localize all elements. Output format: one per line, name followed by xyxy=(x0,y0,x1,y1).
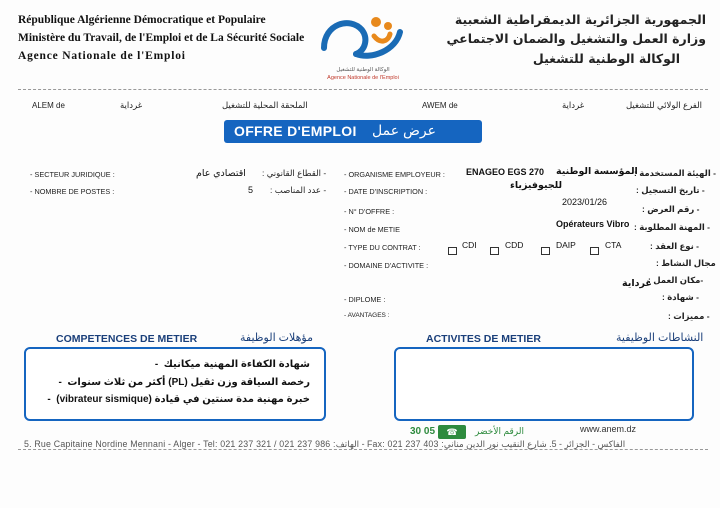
metier-value: Opérateurs Vibro xyxy=(556,219,630,229)
logo-caption-ar: الوكالة الوطنية للتشغيل xyxy=(336,67,390,73)
website-link[interactable]: www.anem.dz xyxy=(580,424,637,434)
domaine-label: - DOMAINE D'ACTIVITE : xyxy=(344,261,429,270)
contrat-cdd-label: CDD xyxy=(505,240,524,250)
competence-item: خبرة مهنية مدة سنتين في قيادة (vibrateur sismique) - xyxy=(47,394,310,405)
activites-title-ar: النشاطات الوظيفية xyxy=(616,332,704,344)
date-label: - DATE D'INSCRIPTION : xyxy=(344,187,428,196)
header-divider xyxy=(18,89,708,90)
header-ar-ministry: وزارة العمل والتشغيل والضمان الاجتماعي xyxy=(446,31,706,46)
header-ar-republic: الجمهورية الجزائرية الديمقراطية الشعبية xyxy=(454,12,706,27)
green-number: 30 05 xyxy=(410,426,436,437)
contrat-cdi-label: CDI xyxy=(462,240,477,250)
awem-label: AWEM de xyxy=(422,101,458,110)
competences-title-ar: مؤهلات الوظيفة xyxy=(240,332,313,344)
awem-city: غرداية xyxy=(562,100,585,110)
green-number-label: الرقم الأخضر xyxy=(475,426,524,436)
offre-ar-label: - رقم العرض : xyxy=(642,204,700,214)
date-value: 2023/01/26 xyxy=(562,197,608,207)
postes-ar-label: - عدد المناصب : xyxy=(270,185,327,195)
metier-ar-label: - المهنة المطلوبة : xyxy=(634,222,711,232)
contrat-label: - TYPE DU CONTRAT : xyxy=(344,243,421,252)
footer-address: 5. Rue Capitaine Nordine Mennani - Alger - Tel: 021 237 321 / 021 237 986 :الهاتف - Fax: 021 237 403 :الفاكس - الجزائر - 5. شارع النقيب نور الدين مناني xyxy=(24,439,626,449)
lieu-value: غرداية xyxy=(622,278,652,289)
logo-caption-fr: Agence Nationale de l'Emploi xyxy=(327,75,399,81)
alem-ar-label: الملحقة المحلية للتشغيل xyxy=(222,100,308,110)
secteur-label: - SECTEUR JURIDIQUE : xyxy=(30,170,115,179)
date-ar-label: - تاريخ التسجيل : xyxy=(636,185,705,195)
awem-ar-label: الفرع الولائي للتشغيل xyxy=(626,100,703,110)
alem-label: ALEM de xyxy=(32,101,65,110)
diplome-ar-label: - شهادة : xyxy=(662,292,699,302)
org-value: ENAGEO EGS 270 xyxy=(466,167,545,177)
contrat-cta-checkbox[interactable] xyxy=(590,242,599,260)
secteur-ar-label: - القطاع القانوني : xyxy=(262,168,327,178)
secteur-value: اقتصادي عام xyxy=(196,168,246,179)
contrat-cta-label: CTA xyxy=(605,240,622,250)
offre-label: - N° D'OFFRE : xyxy=(344,207,395,216)
activites-title-fr: ACTIVITES DE METIER xyxy=(426,333,541,345)
avantages-label: - AVANTAGES : xyxy=(344,312,390,319)
competences-box xyxy=(24,347,326,421)
org-value-ar1: المؤسسة الوطنية xyxy=(556,166,638,177)
lieu-ar-label: -مكان العمل : xyxy=(648,275,704,285)
alem-city: غرداية xyxy=(120,100,143,110)
org-ar-label: - الهيئة المستخدمة : xyxy=(634,168,716,178)
postes-value: 5 xyxy=(248,185,254,195)
org-label: - ORGANISME EMPLOYEUR : xyxy=(344,170,445,179)
contrat-ar-label: - نوع العقد : xyxy=(650,241,700,251)
header-ar-agency: الوكالة الوطنية للتشغيل xyxy=(532,51,680,66)
contrat-cdd-checkbox[interactable] xyxy=(490,242,499,260)
title-ar: عرض عمل xyxy=(372,122,436,138)
avantages-ar-label: - مميزات : xyxy=(668,311,710,321)
domaine-ar-label: مجال النشاط : xyxy=(656,258,716,268)
competences-title-fr: COMPETENCES DE METIER xyxy=(56,333,198,345)
header-fr-republic: République Algérienne Démocratique et Populaire xyxy=(18,14,266,26)
title-fr: OFFRE D'EMPLOI xyxy=(234,123,357,139)
contrat-cdi-checkbox[interactable] xyxy=(448,242,457,260)
contrat-daip-checkbox[interactable] xyxy=(541,242,550,260)
postes-label: - NOMBRE DE POSTES : xyxy=(30,187,115,196)
header-fr-ministry: Ministère du Travail, de l'Emploi et de La Sécurité Sociale xyxy=(18,32,305,44)
activites-box xyxy=(394,347,694,421)
competence-item: رخصة السياقة وزن ثقيل (PL) أكثر من ثلاث سنوات - xyxy=(58,377,310,388)
org-value-ar2: للجيوفيزياء xyxy=(510,180,563,191)
header-fr-agency: Agence Nationale de l'Emploi xyxy=(18,50,186,62)
metier-label: - NOM de METIE xyxy=(344,225,400,234)
diplome-label: - DIPLOME : xyxy=(344,295,386,304)
contrat-daip-label: DAIP xyxy=(556,240,576,250)
competence-item: شهادة الكفاءة المهنية ميكانيك - xyxy=(154,359,310,370)
phone-icon: ☎ xyxy=(438,425,466,439)
